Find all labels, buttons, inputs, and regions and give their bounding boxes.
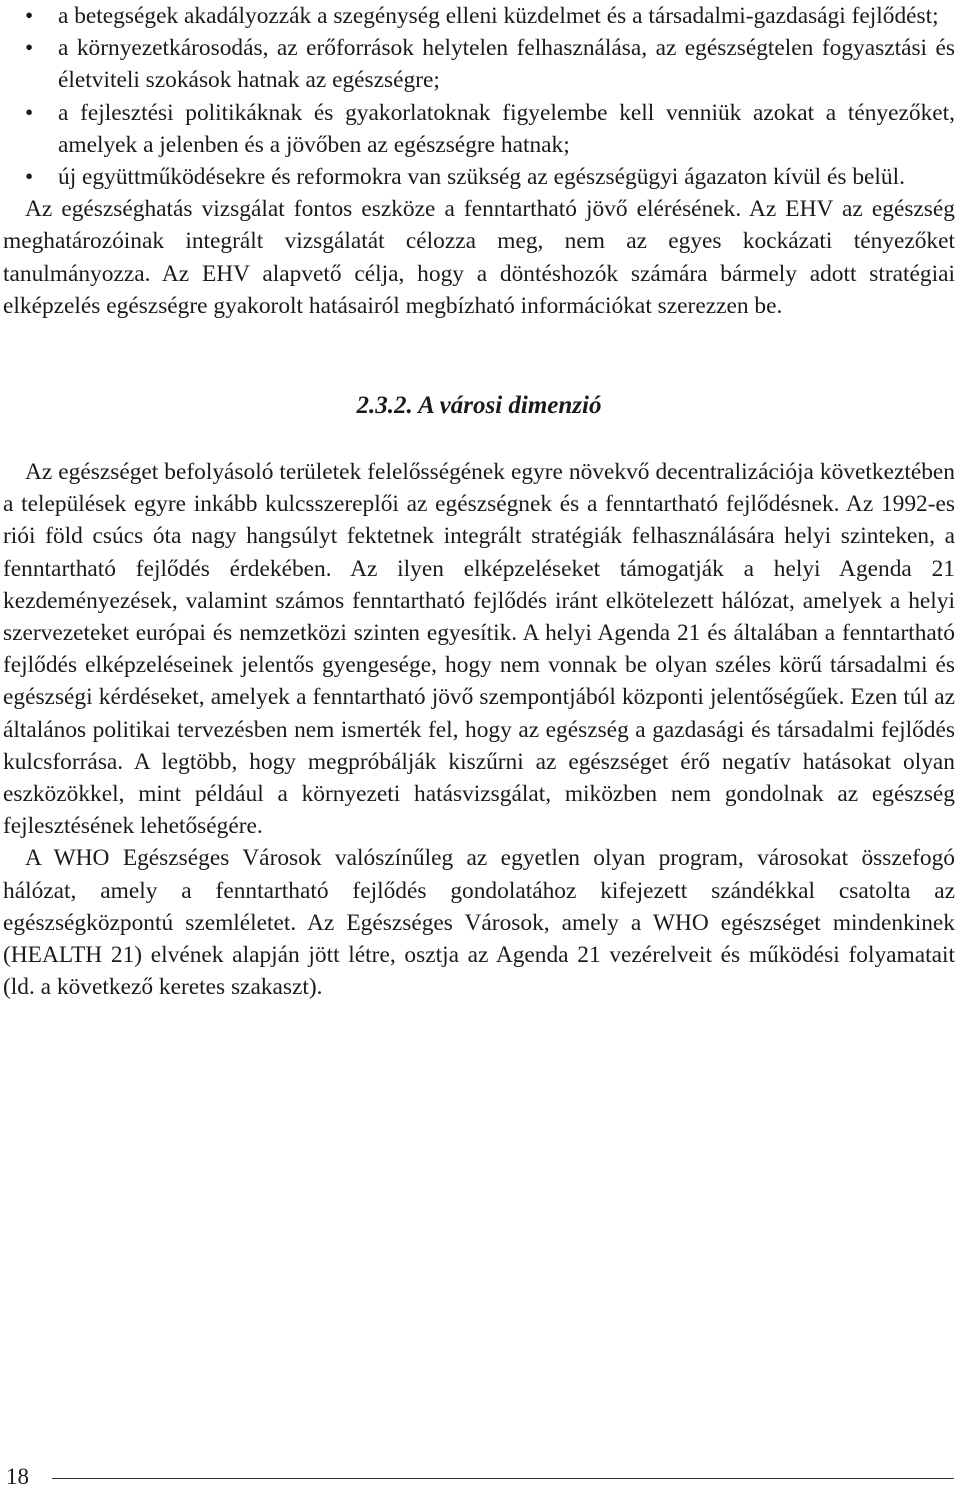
page-footer (0, 1462, 960, 1494)
bullet-item (3, 32, 955, 96)
bullet-icon: • (25, 99, 34, 126)
intro-paragraph: Az egészséghatás vizsgálat fontos eszköze a fenntartható jövő elérésének. Az EHV az egészség meghatározóinak integrált vizsgálatát célozza meg, nem az egyes kockázati tényezőket tanulmányozza. Az EHV alapvető célja, hogy a döntéshozók számára bármely adott stratégiai elképzelés egészségre gyakorolt hatásairól megbízható információkat szerezzen be. (3, 196, 955, 319)
bullet-text: a betegségek akadályozzák a szegénység elleni küzdelmet és a társadalmi-gazdasági fejlődést; (58, 3, 939, 29)
bullet-icon: • (25, 35, 34, 62)
bullet-item (3, 0, 955, 32)
bullet-item (3, 161, 955, 193)
bullet-list (3, 0, 955, 193)
bullet-icon: • (25, 3, 34, 29)
bullet-item (3, 97, 955, 161)
bullet-text: a környezetkárosodás, az erőforrások helytelen felhasználása, az egészségtelen fogyasztási és életviteli szokások hatnak az egészségre; (58, 35, 955, 94)
bullet-icon: • (25, 164, 34, 191)
footer-rule (52, 1478, 954, 1479)
bullet-text: a fejlesztési politikáknak és gyakorlatoknak figyelembe kell venniük azokat a tényezőket, amelyek a jelenben és a jövőben az egészségre hatnak; (58, 99, 955, 158)
body-text (3, 0, 955, 1003)
body-paragraph: A WHO Egészséges Városok valószínűleg az egyetlen olyan program, városokat összefogó hálózat, amely a fenntartható fejlődés gondolatához kifejezett szándékkal csatolta az egészségközpontú szemléletet. Az Egészséges Városok, amely a WHO egészséget mindenkinek (HEALTH 21) elvének alapján jött létre, osztja az Agenda 21 vezérelveit és működési folyamatait (ld. a következő keretes szakaszt). (3, 845, 955, 1001)
section-heading: 2.3.2. A városi dimenzió (356, 392, 602, 420)
body-paragraph: Az egészséget befolyásoló területek felelősségének egyre növekvő decentralizációja következtében a települések egyre inkább kulcsszereplői az egészségnek és a fenntartható fejlődésnek. Az 1992-es riói föld csúcs óta nagy hangsúlyt fektetnek integrált stratégiák felhasználására helyi szinteken, a fenntartható fejlődés érdekében. Az ilyen elképzeléseket támogatják a helyi Agenda 21 kezdeményezések, valamint számos fenntartható fejlődés iránt elkötelezett hálózat, amelyek a helyi szervezeteket európai és nemzetközi szinten egyesítik. A helyi Agenda 21 és általában a fenntartható fejlődés elképzeléseinek jelentős gyengesége, hogy nem vonnak be olyan széles körű társadalmi és egészségi kérdéseket, amelyek a fenntartható jövő szempontjából központi jelentőségűek. Ezen túl az általános politikai tervezésben nem ismerték fel, hogy az egészség a gazdasági és társadalmi fejlődés kulcsforrása. A legtöbb, hogy megpróbálják kiszűrni az egészséget érő negatív hatásokat olyan eszközökkel, mint például a környezeti hatásvizsgálat, miközben nem gondolnak az egészség fejlesztésének lehetőségére. (3, 459, 955, 840)
bullet-text: új együttműködésekre és reformokra van szükség az egészségügyi ágazaton kívül és belül. (58, 164, 905, 191)
page-number: 18 (6, 1464, 29, 1489)
